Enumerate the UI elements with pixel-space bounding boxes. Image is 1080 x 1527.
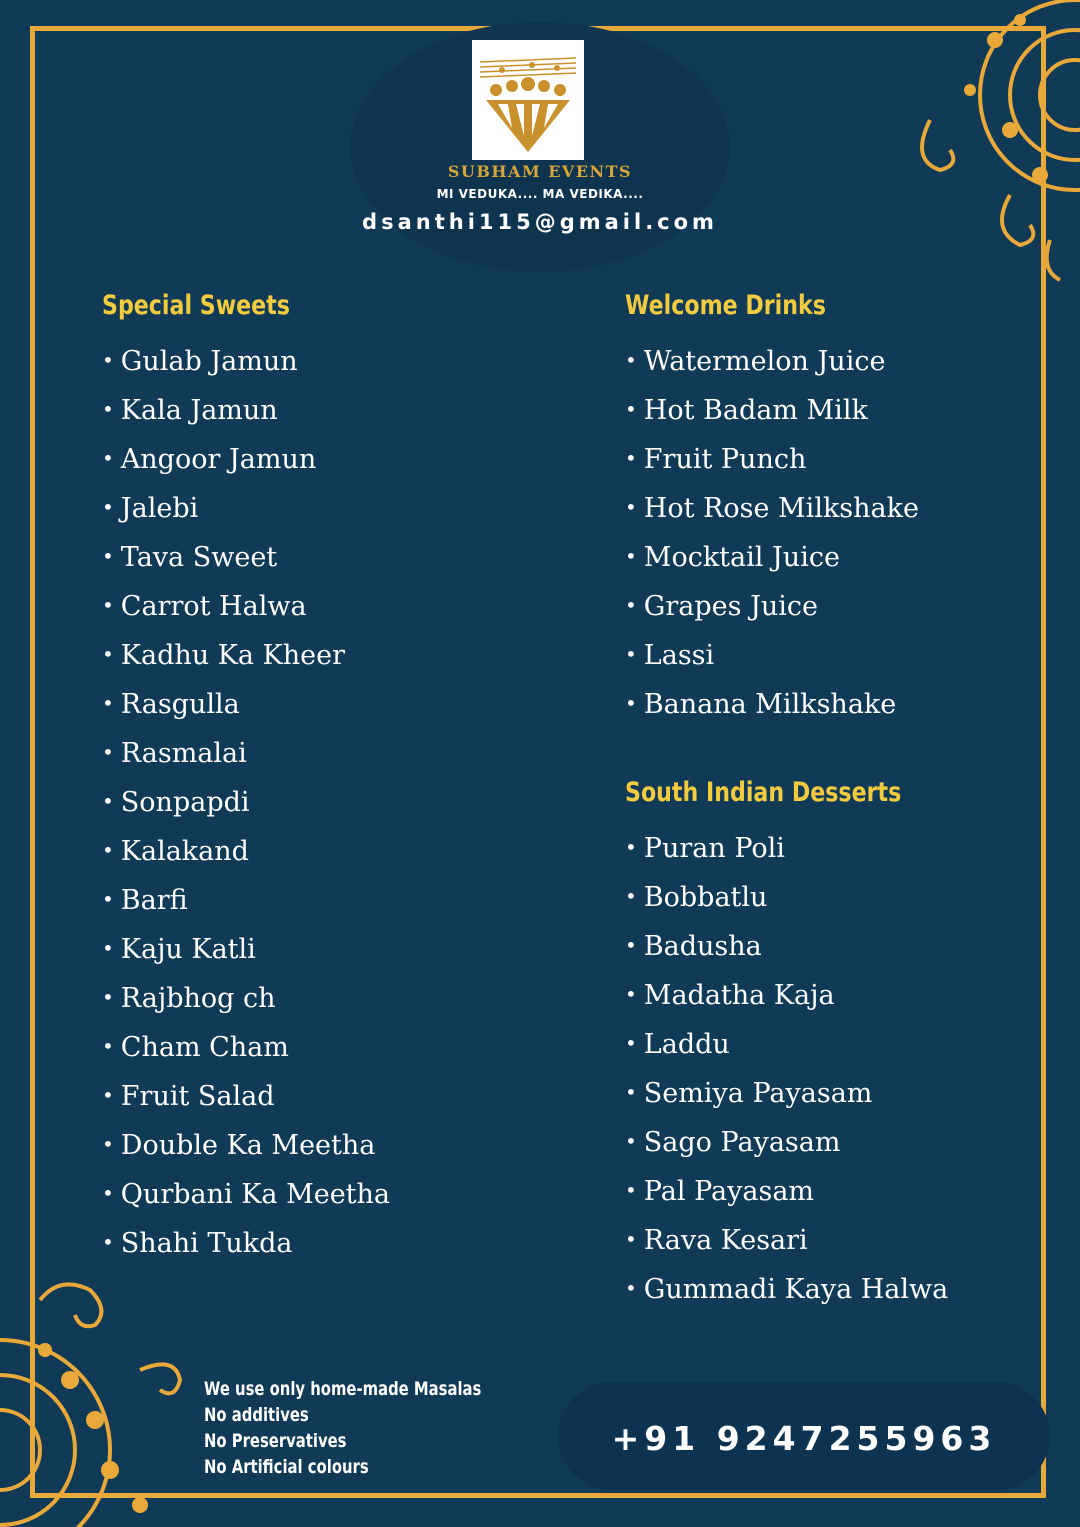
- list-item: • Puran Poli: [625, 829, 948, 878]
- list-item: • Pal Payasam: [625, 1172, 948, 1221]
- note-line: No Preservatives: [204, 1430, 347, 1452]
- list-item: • Sago Payasam: [625, 1123, 948, 1172]
- list-item: • Kadhu Ka Kheer: [102, 636, 390, 685]
- logo-emblem-icon: [472, 40, 584, 160]
- list-item: • Hot Rose Milkshake: [625, 489, 919, 538]
- list-item: • Gulab Jamun: [102, 342, 390, 391]
- list-item: • Kalakand: [102, 832, 390, 881]
- list-item: • Barfi: [102, 881, 390, 930]
- list-item: • Semiya Payasam: [625, 1074, 948, 1123]
- list-item: • Carrot Halwa: [102, 587, 390, 636]
- notes-block: [204, 1376, 481, 1480]
- list-item: • Watermelon Juice: [625, 342, 919, 391]
- list-item: • Gummadi Kaya Halwa: [625, 1270, 948, 1319]
- mandala-ornament-icon: [900, 0, 1080, 290]
- list-item: • Kaju Katli: [102, 930, 390, 979]
- list-item: • Double Ka Meetha: [102, 1126, 390, 1175]
- list-item: • Badusha: [625, 927, 948, 976]
- list-item: • Banana Milkshake: [625, 685, 919, 734]
- list-item: • Fruit Punch: [625, 440, 919, 489]
- list-item: • Grapes Juice: [625, 587, 919, 636]
- special-sweets-list: [102, 342, 390, 1273]
- list-item: • Rasgulla: [102, 685, 390, 734]
- south-indian-desserts-list: [625, 829, 948, 1319]
- phone-number[interactable]: +91 9247255963: [611, 1419, 997, 1458]
- logo: [472, 40, 584, 160]
- note-line: No additives: [204, 1404, 309, 1426]
- list-item: • Angoor Jamun: [102, 440, 390, 489]
- section-title-welcome-drinks: Welcome Drinks: [625, 290, 826, 321]
- list-item: • Laddu: [625, 1025, 948, 1074]
- section-title-special-sweets: Special Sweets: [102, 290, 290, 321]
- list-item: • Tava Sweet: [102, 538, 390, 587]
- brand-name: SUBHAM EVENTS: [447, 162, 633, 181]
- list-item: • Mocktail Juice: [625, 538, 919, 587]
- brand-tagline: MI VEDUKA.... MA VEDIKA....: [436, 187, 644, 201]
- list-item: • Sonpapdi: [102, 783, 390, 832]
- list-item: • Cham Cham: [102, 1028, 390, 1077]
- list-item: • Lassi: [625, 636, 919, 685]
- mandala-ornament-icon: [0, 1270, 200, 1527]
- list-item: • Rava Kesari: [625, 1221, 948, 1270]
- list-item: • Kala Jamun: [102, 391, 390, 440]
- list-item: • Jalebi: [102, 489, 390, 538]
- list-item: • Madatha Kaja: [625, 976, 948, 1025]
- list-item: • Qurbani Ka Meetha: [102, 1175, 390, 1224]
- list-item: • Hot Badam Milk: [625, 391, 919, 440]
- list-item: • Bobbatlu: [625, 878, 948, 927]
- list-item: • Rajbhog ch: [102, 979, 390, 1028]
- list-item: • Shahi Tukda: [102, 1224, 390, 1273]
- list-item: • Fruit Salad: [102, 1077, 390, 1126]
- section-title-south-indian-desserts: South Indian Desserts: [625, 777, 902, 808]
- contact-email[interactable]: dsanthi115@gmail.com: [362, 210, 718, 234]
- note-line: We use only home-made Masalas: [204, 1378, 482, 1400]
- welcome-drinks-list: [625, 342, 919, 734]
- note-line: No Artificial colours: [204, 1456, 369, 1478]
- list-item: • Rasmalai: [102, 734, 390, 783]
